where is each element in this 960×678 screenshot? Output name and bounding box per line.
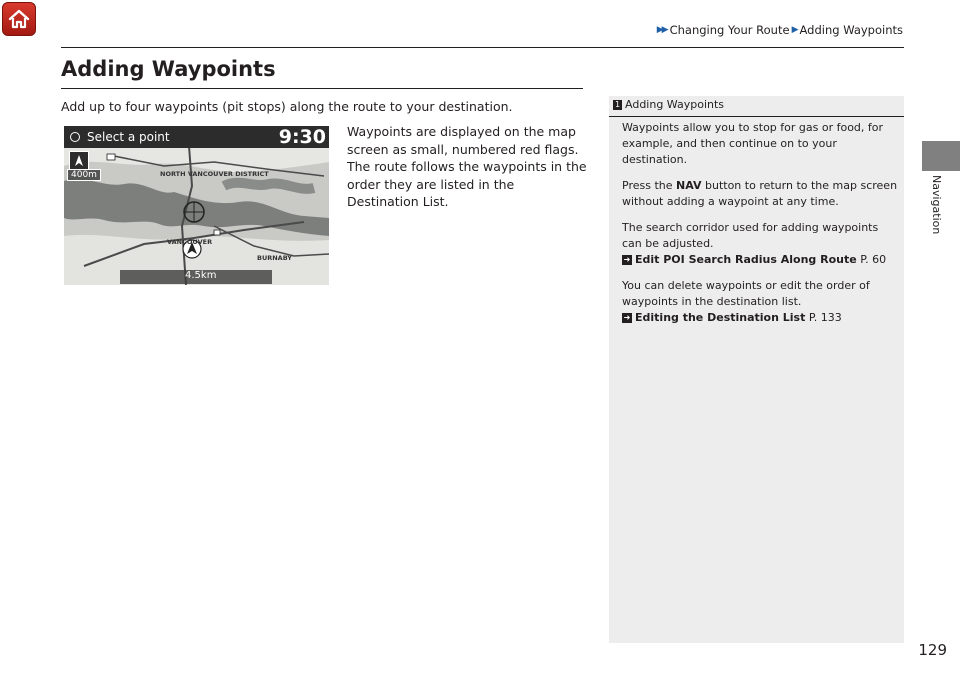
breadcrumb-arrow-icon: ▶▶ <box>656 25 667 35</box>
home-icon <box>7 7 31 31</box>
page-number: 129 <box>918 641 947 659</box>
sidebar-text: Press the <box>622 179 673 192</box>
intro-text: Add up to four waypoints (pit stops) along the route to your destination. <box>61 99 513 114</box>
sidebar-text: button to return to the map screen without adding a waypoint at any time. <box>622 179 898 208</box>
sidebar-paragraph <box>622 178 898 210</box>
nav-button-reference: NAV <box>676 179 702 192</box>
navigation-screen-image <box>64 126 329 285</box>
page-title: Adding Waypoints <box>61 57 276 81</box>
sidebar-divider <box>609 116 904 117</box>
sidebar-paragraph <box>622 220 898 268</box>
info-icon <box>70 132 80 142</box>
sidebar-text: You can delete waypoints or edit the order of waypoints in the destination list. <box>622 279 870 308</box>
north-up-icon <box>69 151 89 171</box>
xref-edit-poi-radius[interactable]: Edit POI Search Radius Along Route <box>635 253 857 266</box>
header-divider <box>61 47 904 48</box>
cross-reference-icon: ➜ <box>623 255 631 264</box>
screen-clock: 9:30 <box>278 126 326 148</box>
sidebar-heading <box>613 98 724 111</box>
breadcrumb-item-changing-route[interactable]: Changing Your Route <box>669 23 790 37</box>
xref-page[interactable]: P. 133 <box>808 311 842 324</box>
map-scale-badge: 400m <box>67 169 101 181</box>
section-tab-label: Navigation <box>930 175 943 235</box>
title-divider <box>61 88 583 89</box>
sidebar-paragraph: Waypoints allow you to stop for gas or food, for example, and then continue on to your destination. <box>622 121 884 166</box>
map-label-north-vancouver: NORTH VANCOUVER DISTRICT <box>160 170 269 178</box>
sidebar-paragraph <box>622 278 898 326</box>
sidebar-heading-text: Adding Waypoints <box>625 98 725 111</box>
breadcrumb-item-adding-waypoints[interactable]: Adding Waypoints <box>799 23 903 37</box>
cross-reference-icon: ➜ <box>623 313 631 322</box>
distance-label: 4.5km <box>185 270 217 281</box>
map-label-vancouver: VANCOUVER <box>167 238 213 246</box>
map-label-burnaby: BURNABY <box>257 254 293 262</box>
waypoints-description: Waypoints are displayed on the map screen as small, numbered red flags. The route follows the waypoints in the order they are listed in the Destination List. <box>347 124 587 209</box>
xref-page[interactable]: P. 60 <box>860 253 887 266</box>
note-number-badge: 1 <box>614 99 621 109</box>
breadcrumb-arrow-icon: ▶ <box>791 25 797 35</box>
section-tab-marker <box>922 141 960 171</box>
home-button[interactable] <box>2 2 36 36</box>
breadcrumb <box>657 23 903 37</box>
screen-header-label: Select a point <box>87 130 170 144</box>
xref-editing-destination-list[interactable]: Editing the Destination List <box>635 311 806 324</box>
sidebar-text: The search corridor used for adding waypoints can be adjusted. <box>622 221 879 250</box>
